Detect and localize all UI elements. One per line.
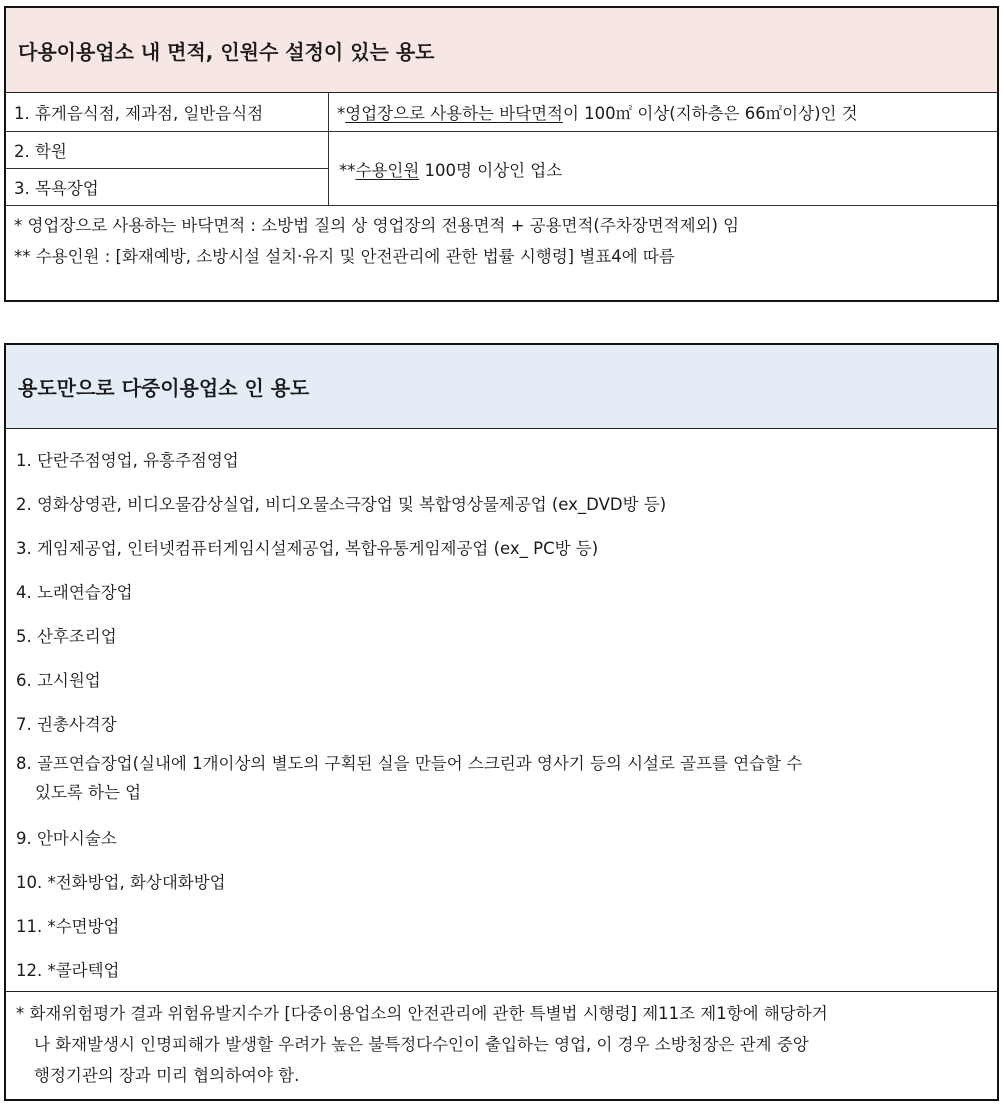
usage-criteria: **수용인원 100명 이상인 업소 <box>329 132 998 206</box>
underlined-term: 수용인원 <box>355 160 420 180</box>
usage-label: 1. 휴게음식점, 제과점, 일반음식점 <box>6 93 329 132</box>
notes <box>6 206 997 272</box>
area-usage-table <box>4 6 999 302</box>
usage-list <box>6 429 997 991</box>
note: ** 수용인원 : [화재예방, 소방시설 설치·유지 및 안전관리에 관한 법률 시행령] 별표4에 따름 <box>14 247 675 266</box>
list-item: 5. 산후조리업 <box>16 627 117 646</box>
list-item: 4. 노래연습장업 <box>16 583 133 602</box>
table-row <box>6 93 997 132</box>
list-item: 10. *전화방업, 화상대화방업 <box>16 873 226 892</box>
list-item: 9. 안마시술소 <box>16 829 117 848</box>
usage-only-list <box>4 343 999 1101</box>
list-item: 6. 고시원업 <box>16 671 101 690</box>
usage-only-title: 용도만으로 다중이용업소 인 용도 <box>6 345 997 429</box>
underlined-term: 영업장으로 사용하는 바닥면적 <box>345 104 563 123</box>
usage-label: 2. 학원 <box>6 132 329 169</box>
usage-criteria-table <box>6 93 997 206</box>
table-row <box>6 132 997 169</box>
note: * 영업장으로 사용하는 바닥면적 : 소방법 질의 상 영업장의 전용면적 + 공용면적(주차장면적제외) 임 <box>14 216 740 235</box>
footnote: * 화재위험평가 결과 위험유발지수가 [다중이용업소의 안전관리에 관한 특별법 시행령] 제11조 제1항에 해당하거 나 화재발생시 인명피해가 발생할 우려가 높은 불특정다수인이 출입하는 영업, 이 경우 소방청장은 관계 중앙 행정기관의 장과 미리 협의하여야 함. <box>6 991 997 1097</box>
usage-label: 3. 목욕장업 <box>6 169 329 206</box>
list-item: 2. 영화상영관, 비디오물감상실업, 비디오물소극장업 및 복합영상물제공업 (ex_DVD방 등) <box>16 495 667 514</box>
usage-criteria: *영업장으로 사용하는 바닥면적이 100㎡ 이상(지하층은 66㎡이상)인 것 <box>329 93 998 132</box>
list-item: 11. *수면방업 <box>16 917 120 936</box>
list-item: 7. 권총사격장 <box>16 715 117 734</box>
list-item: 12. *콜라텍업 <box>16 961 120 980</box>
list-item: 3. 게임제공업, 인터넷컴퓨터게임시설제공업, 복합유통게임제공업 (ex_ PC방 등) <box>16 539 599 558</box>
list-item: 1. 단란주점영업, 유흥주점영업 <box>16 451 239 470</box>
list-item: 8. 골프연습장업(실내에 1개이상의 별도의 구획된 실을 만들어 스크린과 영사기 등의 시설로 골프를 연습할 수 있도록 하는 업 <box>16 754 803 802</box>
area-usage-title: 다용이용업소 내 면적, 인원수 설정이 있는 용도 <box>6 8 997 93</box>
